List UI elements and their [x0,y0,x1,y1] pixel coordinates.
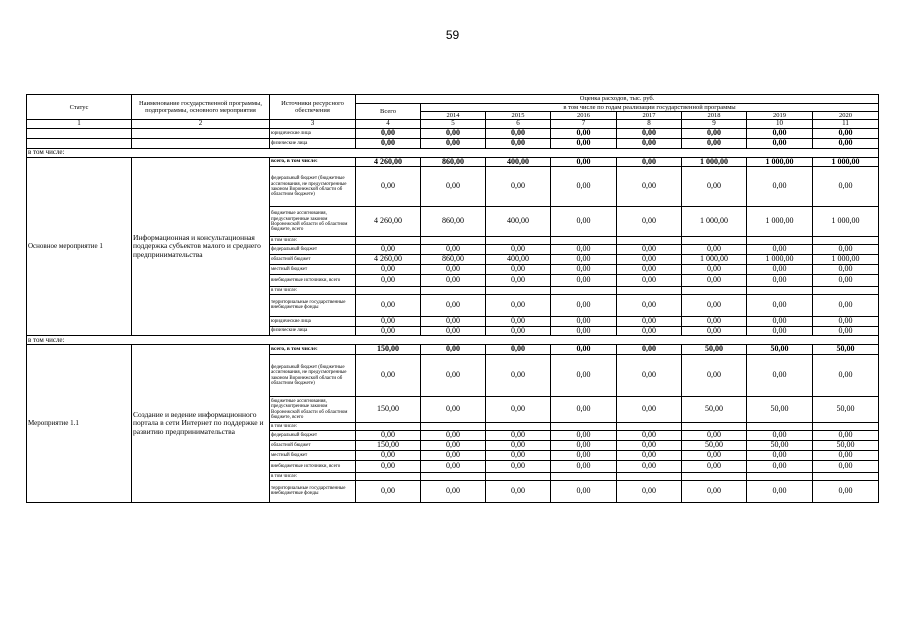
value-cell [617,237,682,245]
header-year: 2015 [486,112,551,120]
value-cell: 0,00 [617,128,682,138]
value-cell: 1 000,00 [747,255,813,265]
value-cell: 0,00 [551,450,617,460]
value-cell: 1 000,00 [813,157,879,167]
activity-name-cell: Информационная и консультационная поддержка субъектов малого и среднего предпринимательства [132,157,270,336]
value-cell: 860,00 [421,255,486,265]
value-cell: 1 000,00 [813,207,879,237]
value-cell: 0,00 [551,397,617,423]
value-cell: 0,00 [551,460,617,472]
value-cell: 50,00 [813,397,879,423]
value-cell: 0,00 [421,431,486,441]
value-cell: 0,00 [682,274,747,286]
value-cell: 0,00 [486,167,551,207]
value-cell: 0,00 [551,157,617,167]
value-cell: 50,00 [747,397,813,423]
value-cell: 0,00 [813,274,879,286]
value-cell: 0,00 [356,245,421,255]
value-cell: 0,00 [551,255,617,265]
value-cell: 0,00 [551,138,617,148]
value-cell [682,472,747,480]
header-year: 2014 [421,112,486,120]
value-cell: 0,00 [356,460,421,472]
value-cell [682,237,747,245]
value-cell: 860,00 [421,207,486,237]
value-cell: 50,00 [747,440,813,450]
value-cell: 0,00 [617,274,682,286]
value-cell [682,423,747,431]
value-cell: 50,00 [682,345,747,355]
value-cell: 0,00 [356,450,421,460]
value-cell [813,237,879,245]
source-cell: местный бюджет [270,450,356,460]
value-cell: 400,00 [486,255,551,265]
column-index: 5 [421,120,486,129]
value-cell: 0,00 [551,355,617,397]
value-cell: 0,00 [421,397,486,423]
value-cell: 1 000,00 [747,207,813,237]
value-cell: 0,00 [813,294,879,316]
value-cell [486,237,551,245]
value-cell: 0,00 [551,440,617,450]
value-cell: 0,00 [551,264,617,274]
value-cell: 0,00 [486,245,551,255]
value-cell: 0,00 [486,460,551,472]
value-cell [747,472,813,480]
column-index: 9 [682,120,747,129]
source-cell: областной бюджет [270,440,356,450]
value-cell [551,472,617,480]
value-cell: 0,00 [747,355,813,397]
value-cell: 0,00 [617,255,682,265]
source-cell: бюджетные ассигнования, предусмотренные законом Воронежской области об областном бюджете, всего [270,397,356,423]
status-cell: Мероприятие 1.1 [27,345,132,502]
value-cell: 0,00 [682,480,747,502]
value-cell: 0,00 [551,128,617,138]
budget-table [26,94,879,503]
value-cell [356,423,421,431]
value-cell: 0,00 [813,316,879,326]
value-cell: 4 260,00 [356,255,421,265]
value-cell: 0,00 [421,264,486,274]
value-cell: 0,00 [421,345,486,355]
header-name: Наименование государственной программы, подпрограммы, основного мероприятия [132,95,270,120]
value-cell [421,423,486,431]
header-year: 2020 [813,112,879,120]
source-cell: федеральный бюджет [270,431,356,441]
value-cell: 50,00 [813,345,879,355]
value-cell: 0,00 [486,450,551,460]
value-cell: 0,00 [421,460,486,472]
value-cell: 0,00 [486,326,551,336]
header-source: Источники ресурсного обеспечения [270,95,356,120]
value-cell: 0,00 [682,460,747,472]
value-cell: 0,00 [356,431,421,441]
value-cell: 1 000,00 [682,207,747,237]
value-cell: 0,00 [486,274,551,286]
source-cell: внебюджетные источники, всего [270,460,356,472]
value-cell: 0,00 [617,440,682,450]
value-cell: 0,00 [421,440,486,450]
value-cell: 0,00 [813,245,879,255]
value-cell: 50,00 [747,345,813,355]
source-cell: всего, в том числе: [270,345,356,355]
value-cell: 0,00 [813,355,879,397]
value-cell: 0,00 [551,207,617,237]
value-cell: 0,00 [356,128,421,138]
value-cell: 0,00 [617,294,682,316]
value-cell: 0,00 [747,450,813,460]
value-cell: 0,00 [551,480,617,502]
value-cell: 0,00 [682,128,747,138]
value-cell: 0,00 [747,167,813,207]
value-cell [551,286,617,294]
source-cell: территориальные государственные внебюджетные фонды [270,294,356,316]
source-cell: в том числе: [270,237,356,245]
value-cell: 0,00 [486,345,551,355]
value-cell: 0,00 [486,431,551,441]
value-cell: 0,00 [682,138,747,148]
value-cell: 0,00 [682,326,747,336]
value-cell: 50,00 [813,440,879,450]
value-cell [747,286,813,294]
value-cell: 0,00 [486,138,551,148]
value-cell: 0,00 [486,480,551,502]
value-cell: 0,00 [421,294,486,316]
value-cell: 0,00 [813,264,879,274]
value-cell: 50,00 [682,440,747,450]
value-cell: 0,00 [747,264,813,274]
table-row [27,128,879,138]
value-cell [421,472,486,480]
value-cell: 0,00 [486,316,551,326]
value-cell: 0,00 [813,128,879,138]
column-index: 10 [747,120,813,129]
value-cell [617,286,682,294]
value-cell: 0,00 [747,245,813,255]
value-cell: 0,00 [747,274,813,286]
status-cell [27,128,132,138]
value-cell: 0,00 [682,355,747,397]
name-cell [132,138,270,148]
in-that-number-label: в том числе: [27,336,879,345]
column-index: 4 [356,120,421,129]
section-label-row [27,336,879,345]
value-cell: 0,00 [421,316,486,326]
value-cell [421,237,486,245]
value-cell: 150,00 [356,397,421,423]
column-index: 11 [813,120,879,129]
value-cell [356,286,421,294]
column-index: 8 [617,120,682,129]
header-year: 2018 [682,112,747,120]
in-that-number-label: в том числе: [27,148,879,157]
section-label-row [27,148,879,157]
value-cell: 0,00 [356,480,421,502]
value-cell: 0,00 [421,245,486,255]
value-cell: 0,00 [356,274,421,286]
value-cell: 0,00 [551,274,617,286]
source-cell: юридические лица [270,316,356,326]
value-cell: 0,00 [682,294,747,316]
value-cell: 0,00 [682,245,747,255]
value-cell: 0,00 [682,264,747,274]
source-cell: федеральный бюджет (бюджетные ассигнования, не предусмотренные законом Воронежской области об областном бюджете) [270,355,356,397]
value-cell: 0,00 [421,450,486,460]
source-cell: физические лица [270,326,356,336]
value-cell: 0,00 [682,316,747,326]
value-cell: 0,00 [682,167,747,207]
value-cell: 0,00 [813,326,879,336]
value-cell: 0,00 [617,450,682,460]
value-cell: 0,00 [682,450,747,460]
source-cell: федеральный бюджет [270,245,356,255]
value-cell: 0,00 [421,138,486,148]
value-cell: 0,00 [486,128,551,138]
value-cell [551,423,617,431]
value-cell: 0,00 [747,316,813,326]
value-cell: 0,00 [617,355,682,397]
column-index: 1 [27,120,132,129]
value-cell: 1 000,00 [682,157,747,167]
value-cell: 0,00 [813,480,879,502]
value-cell [813,423,879,431]
source-cell: территориальные государственные внебюджетные фонды [270,480,356,502]
value-cell [813,286,879,294]
value-cell: 0,00 [486,397,551,423]
value-cell: 0,00 [617,245,682,255]
value-cell: 0,00 [486,355,551,397]
value-cell: 0,00 [486,440,551,450]
value-cell: 1 000,00 [682,255,747,265]
value-cell: 0,00 [356,138,421,148]
value-cell [356,237,421,245]
value-cell: 0,00 [617,460,682,472]
value-cell [617,472,682,480]
value-cell: 0,00 [551,245,617,255]
value-cell [747,423,813,431]
value-cell: 1 000,00 [813,255,879,265]
activity-name-cell: Создание и ведение информационного портала в сети Интернет по поддержке и развитию предпринимательства [132,345,270,502]
value-cell: 1 000,00 [747,157,813,167]
value-cell: 0,00 [617,480,682,502]
table-row [27,138,879,148]
value-cell [421,286,486,294]
status-cell: Основное мероприятие 1 [27,157,132,336]
value-cell: 4 260,00 [356,157,421,167]
value-cell: 0,00 [356,355,421,397]
value-cell [486,286,551,294]
source-cell: юридические лица [270,128,356,138]
value-cell: 0,00 [551,326,617,336]
value-cell: 0,00 [551,316,617,326]
value-cell: 0,00 [617,316,682,326]
value-cell: 0,00 [551,294,617,316]
value-cell: 0,00 [747,431,813,441]
value-cell: 0,00 [421,355,486,397]
value-cell: 50,00 [682,397,747,423]
value-cell: 0,00 [356,294,421,316]
value-cell: 0,00 [747,138,813,148]
header-year: 2019 [747,112,813,120]
value-cell [486,423,551,431]
value-cell: 0,00 [617,207,682,237]
header-row [27,95,879,104]
header-year: 2016 [551,112,617,120]
value-cell [356,472,421,480]
source-cell: бюджетные ассигнования, предусмотренные законом Воронежской области об областном бюджете, всего [270,207,356,237]
value-cell [551,237,617,245]
value-cell: 0,00 [617,138,682,148]
value-cell: 400,00 [486,207,551,237]
value-cell: 0,00 [747,294,813,316]
value-cell: 0,00 [617,157,682,167]
value-cell: 0,00 [747,480,813,502]
value-cell: 0,00 [421,274,486,286]
value-cell: 0,00 [813,431,879,441]
value-cell: 0,00 [356,167,421,207]
name-cell [132,128,270,138]
source-cell: местный бюджет [270,264,356,274]
source-cell: внебюджетные источники, всего [270,274,356,286]
value-cell: 0,00 [617,345,682,355]
value-cell: 0,00 [356,326,421,336]
value-cell: 0,00 [551,431,617,441]
index-row [27,120,879,129]
value-cell: 0,00 [813,450,879,460]
header-year: 2017 [617,112,682,120]
page-number: 59 [445,28,460,42]
column-index: 2 [132,120,270,129]
column-index: 3 [270,120,356,129]
source-cell: федеральный бюджет (бюджетные ассигнования, не предусмотренные законом Воронежской области об областном бюджете) [270,167,356,207]
value-cell: 0,00 [617,264,682,274]
source-cell: в том числе: [270,472,356,480]
value-cell: 0,00 [617,397,682,423]
value-cell: 0,00 [421,128,486,138]
value-cell: 0,00 [421,326,486,336]
value-cell: 0,00 [617,431,682,441]
value-cell: 0,00 [486,294,551,316]
status-cell [27,138,132,148]
value-cell: 0,00 [747,460,813,472]
value-cell: 4 260,00 [356,207,421,237]
header-total: Всего [356,104,421,120]
value-cell: 0,00 [421,167,486,207]
value-cell: 0,00 [486,264,551,274]
value-cell [813,472,879,480]
value-cell [486,472,551,480]
value-cell: 0,00 [682,431,747,441]
header-status: Статус [27,95,132,120]
value-cell: 0,00 [813,460,879,472]
source-cell: всего, в том числе: [270,157,356,167]
value-cell: 0,00 [617,167,682,207]
value-cell: 0,00 [356,316,421,326]
column-index: 7 [551,120,617,129]
header-estimate: Оценка расходов, тыс. руб. [356,95,879,104]
source-cell: физические лица [270,138,356,148]
value-cell: 0,00 [813,167,879,207]
value-cell: 150,00 [356,440,421,450]
value-cell: 150,00 [356,345,421,355]
value-cell: 0,00 [747,128,813,138]
table-row [27,157,879,167]
value-cell: 0,00 [551,167,617,207]
value-cell: 0,00 [421,480,486,502]
value-cell: 0,00 [356,264,421,274]
table-row [27,345,879,355]
value-cell: 400,00 [486,157,551,167]
value-cell: 860,00 [421,157,486,167]
value-cell: 0,00 [551,345,617,355]
header-by-years: в том числе по годам реализации государственной программы [421,104,879,112]
value-cell: 0,00 [813,138,879,148]
value-cell [682,286,747,294]
value-cell: 0,00 [617,326,682,336]
source-cell: областной бюджет [270,255,356,265]
column-index: 6 [486,120,551,129]
source-cell: в том числе: [270,286,356,294]
value-cell [747,237,813,245]
value-cell: 0,00 [747,326,813,336]
source-cell: в том числе: [270,423,356,431]
value-cell [617,423,682,431]
